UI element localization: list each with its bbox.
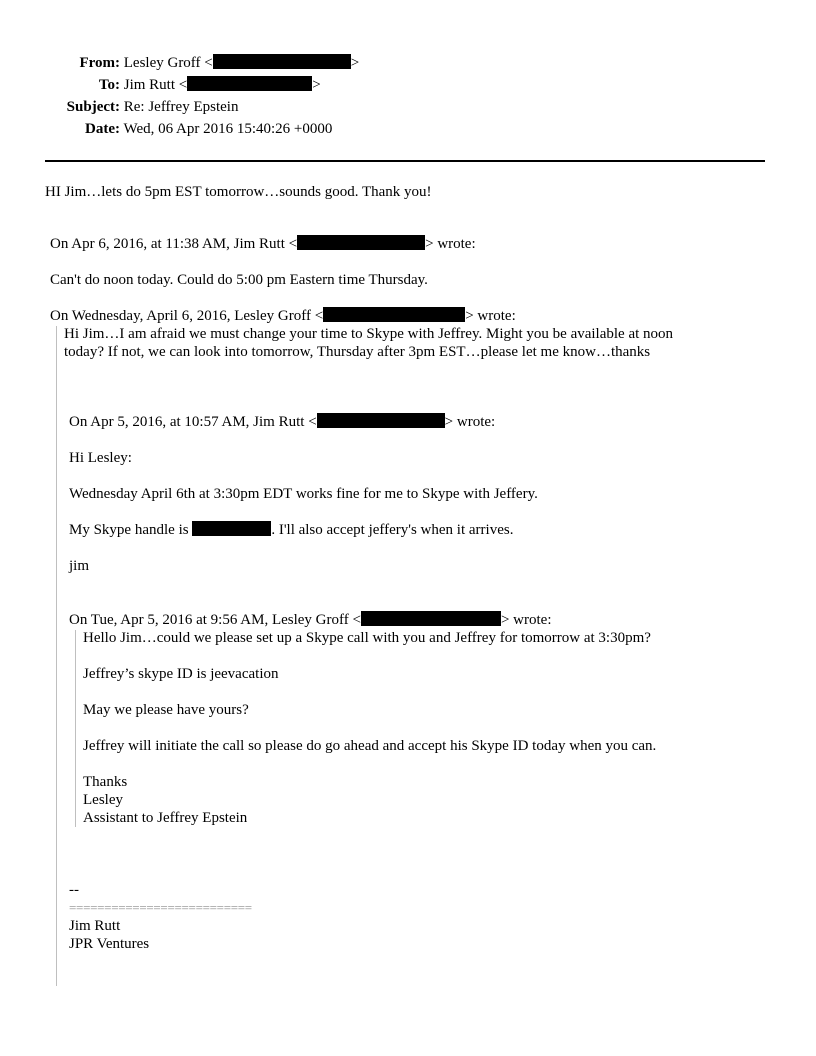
subject-value: Re: Jeffrey Epstein: [123, 99, 239, 115]
quote4-sig2: Lesley: [83, 792, 123, 808]
header-divider: [45, 160, 765, 162]
from-value: Lesley Groff: [123, 55, 201, 71]
to-label: To:: [98, 77, 120, 93]
redacted-email: [323, 307, 465, 322]
signature-dashes: --: [69, 882, 79, 898]
quote3-attribution: On Apr 5, 2016, at 10:57 AM, Jim Rutt < > wrote:: [69, 414, 496, 430]
quote3-skype-line: My Skype handle is . I'll also accept jeffery's when it arrives.: [69, 522, 514, 538]
quote-bar-inner: [75, 630, 76, 827]
quote1-body: Can't do noon today. Could do 5:00 pm Eastern time Thursday.: [50, 272, 428, 288]
redacted-email-to: [187, 76, 312, 91]
quote2-attribution: On Wednesday, April 6, 2016, Lesley Groff < > wrote:: [50, 308, 516, 324]
header-subject: [0, 98, 238, 116]
quote3-greeting: Hi Lesley:: [69, 450, 132, 466]
quote4-line3: May we please have yours?: [83, 702, 249, 718]
signature-company: JPR Ventures: [69, 936, 150, 952]
quote2-line1: Hi Jim…I am afraid we must change your time to Skype with Jeffrey. Might you be available at noon: [64, 326, 674, 342]
quote4-sig1: Thanks: [83, 774, 128, 790]
redacted-email-from: [213, 54, 351, 69]
to-value: Jim Rutt: [123, 77, 176, 93]
date-value: Wed, 06 Apr 2016 15:40:26 +0000: [123, 121, 333, 137]
quote-bar-outer: [56, 326, 57, 986]
redacted-email: [317, 413, 445, 428]
quote2-line2: today? If not, we can look into tomorrow, Thursday after 3pm EST…please let me know…thanks: [64, 344, 651, 360]
quote4-attribution: On Tue, Apr 5, 2016 at 9:56 AM, Lesley Groff < > wrote:: [69, 612, 552, 628]
redacted-email: [361, 611, 501, 626]
quote3-signoff: jim: [69, 558, 90, 574]
quote4-line1: Hello Jim…could we please set up a Skype call with you and Jeffrey for tomorrow at 3:30pm?: [83, 630, 651, 646]
quote3-line1: Wednesday April 6th at 3:30pm EDT works fine for me to Skype with Jeffery.: [69, 486, 538, 502]
header-from: From: Lesley Groff < >: [0, 54, 359, 72]
subject-label: Subject:: [66, 99, 120, 115]
date-label: Date:: [85, 121, 120, 137]
signature-name: Jim Rutt: [69, 918, 121, 934]
quote4-sig3: Assistant to Jeffrey Epstein: [83, 810, 248, 826]
redacted-email: [297, 235, 425, 250]
redacted-skype-handle: [192, 521, 271, 536]
from-label: From:: [79, 55, 120, 71]
quote1-attribution: On Apr 6, 2016, at 11:38 AM, Jim Rutt < > wrote:: [50, 236, 476, 252]
signature-divider: ==========================: [69, 900, 252, 915]
header-date: [0, 120, 332, 138]
quote4-line4: Jeffrey will initiate the call so please do go ahead and accept his Skype ID today when you can.: [83, 738, 657, 754]
header-to: To: Jim Rutt < >: [0, 76, 321, 94]
quote4-line2: Jeffrey’s skype ID is jeevacation: [83, 666, 279, 682]
message-body: HI Jim…lets do 5pm EST tomorrow…sounds good. Thank you!: [45, 184, 432, 200]
